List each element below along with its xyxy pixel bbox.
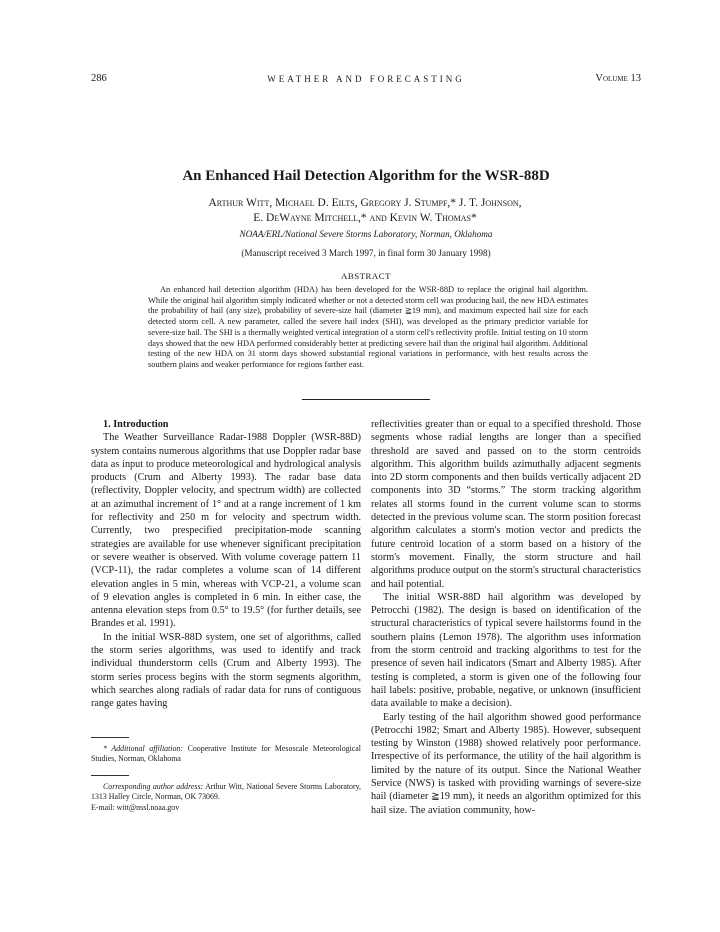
- left-column: [91, 418, 361, 813]
- paragraph: The initial WSR-88D hail algorithm was developed by Petrocchi (1982). The design is based on identification of the structural characteristics of typical severe hailstorms found in the southern plains (Lemon 1978). The algorithm uses information from the storm centroid and tracking algorithms to test for the presence of seven hail indicators (Smart and Alberty 1985). After testing is completed, a storm is given one of the following four hail labels: positive, probable, negative, or unknown (insufficient data available to make a decision).: [371, 591, 641, 710]
- affiliation: NOAA/ERL/National Severe Storms Laboratory, Norman, Oklahoma: [239, 229, 493, 239]
- section-heading: 1. Introduction: [103, 419, 169, 430]
- paragraph: The Weather Surveillance Radar-1988 Doppler (WSR-88D) system contains numerous algorithms that use Doppler radar base data as input to produce meteorological and hydrological analysis products (Crum and Alberty 1993). The radar base data (reflectivity, Doppler velocity, and spectrum width) are collected at an azimuthal increment of 1° and at a range increment of 1 km for reflectivity and 250 m for velocity and spectrum width. Currently, two prespecified precipitation-mode scanning strategies are available for use whenever significant precipitation or severe weather is observed. With volume coverage pattern 11 (VCP-11), the radar completes a volume scan of 14 different elevation angles in 5 min, whereas with VCP-21, a volume scan of 9 elevation angles is completed in 6 min. In either case, the antenna elevation steps from 0.5° to 19.5° (for further details, see Brandes et al. 1991).: [91, 432, 361, 630]
- right-column: [371, 418, 641, 817]
- footnote-email: E-mail: witt@nssl.noaa.gov: [91, 802, 180, 812]
- footnote-divider: [91, 737, 129, 738]
- paragraph: Early testing of the hail algorithm showed good performance (Petrocchi 1982; Smart and Alberty 1985). However, subsequent testing by Winston (1988) showed relatively poor performance. Irrespective of its performance, the utility of the hail algorithm is limited by the nature of its output. Since the National Weather Service (NWS) is tasked with providing warnings of severe-size hail (diameter ≧19 mm), it needs an algorithm optimized for this hail size. The aviation community, how-: [371, 711, 641, 816]
- volume-label: Volume 13: [595, 73, 641, 84]
- article-title: An Enhanced Hail Detection Algorithm for the WSR-88D: [182, 168, 550, 184]
- authors-line-2: E. DeWayne Mitchell,* and Kevin W. Thomas*: [253, 212, 477, 224]
- journal-name: WEATHER AND FORECASTING: [267, 74, 465, 84]
- footnote-divider: [91, 775, 129, 776]
- footnote-affiliation: [91, 744, 361, 765]
- footnote-corresponding: [91, 782, 361, 803]
- abstract-divider: [302, 399, 430, 400]
- abstract-heading: ABSTRACT: [341, 271, 391, 281]
- footnote-text: Cooperative Institute for Mesoscale Meteorological Studies, Norman, Oklahoma: [91, 743, 361, 764]
- paragraph: reflectivities greater than or equal to a specified threshold. Those segments whose radial lengths are longer than a specified threshold are saved and passed on to the storm centroids algorithm. This algorithm builds azimuthally adjacent segments into 2D storm components and then builds vertically adjacent 2D components into 3D “storms.” The storm tracking algorithm relates all storms found in the current volume scan to storms detected in the previous volume scan. The storm position forecast algorithm calculates a storm's motion vector and predicts the future centroid location of a storm based on a history of the storm's movement. Finally, the storm structure and hail algorithms produce output on the storm's structural characteristics and hail potential.: [371, 419, 641, 590]
- running-header: [91, 72, 641, 86]
- footnote-label: * Additional affiliation:: [103, 743, 184, 753]
- abstract-text: An enhanced hail detection algorithm (HDA) has been developed for the WSR-88D to replace the original hail algorithm. While the original hail algorithm simply indicated whether or not a detected storm cell was producing hail, the new HDA estimates the probability of hail (any size), probability of severe-size hail (diameter ≧19 mm), and maximum expected hail size for each detected storm cell. A new parameter, called the severe hail index (SHI), was developed as the primary predictor variable for severe-size hail. The SHI is a thermally weighted vertical integration of a storm cell's reflectivity profile. Initial testing on 10 storm days showed that the new HDA performed considerably better at predicting severe hail than the original hail algorithm. Additional testing of the new HDA on 31 storm days showed substantial regional variations in performance, with best results across the southern plains and weaker performance for regions farther east.: [148, 285, 588, 369]
- author-list: [120, 196, 610, 226]
- manuscript-dates: (Manuscript received 3 March 1997, in final form 30 January 1998): [241, 248, 491, 258]
- page-number: 286: [91, 73, 107, 84]
- footnote-label: Corresponding author address:: [103, 781, 204, 791]
- authors-line-1: Arthur Witt, Michael D. Eilts, Gregory J. Stumpf,* J. T. Johnson,: [208, 197, 522, 209]
- paragraph: In the initial WSR-88D system, one set of algorithms, called the storm series algorithms, was used to identify and track individual thunderstorm cells (Crum and Alberty 1993). The storm series process begins with the storm segments algorithm, which searches along radials of radar data for runs of contiguous range gates having: [91, 631, 361, 710]
- footnote-text: Arthur Witt, National Severe Storms Laboratory, 1313 Halley Circle, Norman, OK 73069.: [91, 781, 361, 802]
